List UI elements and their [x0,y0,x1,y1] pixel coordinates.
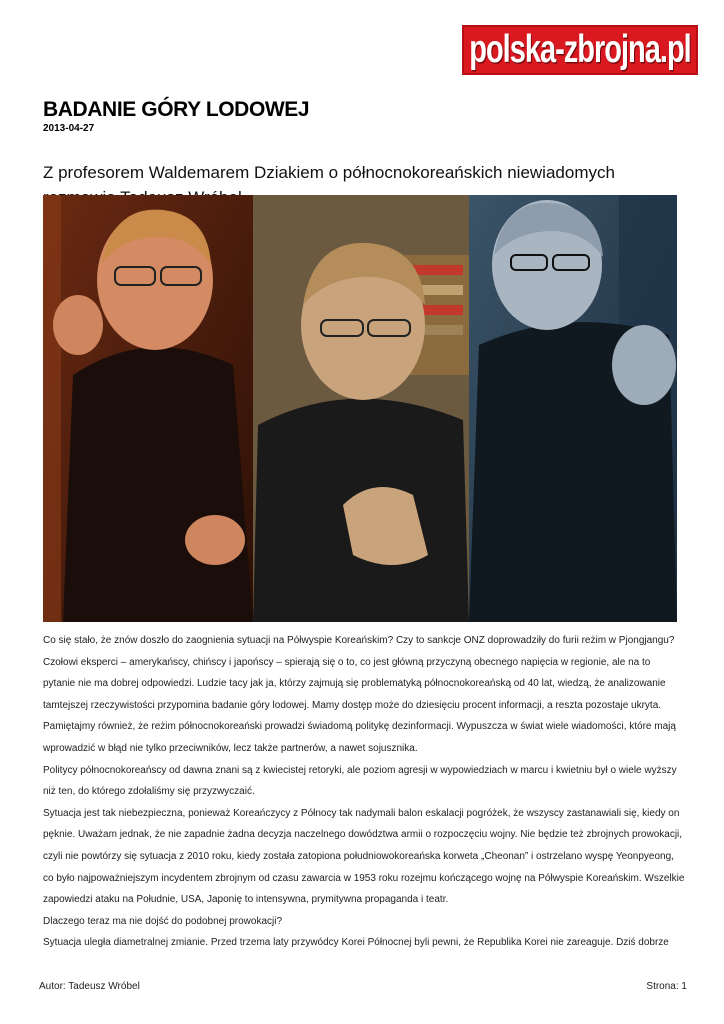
paragraph-question-1: Co się stało, że znów doszło do zaognienia sytuacji na Półwyspie Koreańskim? Czy to sankcje ONZ doprowadziły do furii reżim w Pjongjangu? [43,635,675,646]
photo-panel-cool [469,195,677,622]
paragraph-question-2: Dlaczego teraz ma nie dojść do podobnej prowokacji? [43,915,283,927]
article-lead: Z profesorem Waldemarem Dziakiem o północnokoreańskich niewiadomych [43,163,615,182]
article-title: BADANIE GÓRY LODOWEJ [43,98,310,121]
logo-text: polska-zbrojna.pl [469,27,691,71]
paragraph-answer-2: Politycy północnokoreańscy od dawna znani są z kwiecistej retoryki, ale poziom agresji w wypowiedziach w marcu i kwietniu był o wiele wyższy niż ten, do którego zdołaliśmy się przyzwyczaić. [43,764,677,798]
photo-panel-neutral [253,195,469,622]
site-logo[interactable] [462,25,698,75]
paragraph-answer-4: Sytuacja uległa diametralnej zmianie. Przed trzema laty przywódcy Korei Północnej byli pewni, że Republika Korei nie zareaguje. Dziś dobrze [43,937,669,949]
article-photo-collage [43,195,677,622]
photo-panel-warm [43,195,253,622]
paragraph-answer-3: Sytuacja jest tak niebezpieczna, ponieważ Koreańczycy z Północy tak nadymali balon eskalacji pogróżek, że wszyscy zastanawiali się, kiedy on pęknie. Uważam jednak, że nie zapadnie żadna decyzja naczelnego dowództwa armii o rozpoczęciu wojny. Nie będzie też zbrojnych prowokacji, czyli nie powtórzy się sytuacja z 2010 roku, kiedy została zatopiona południowokoreańska korweta „Cheonan” i ostrzelano wyspę Yeonpyeong, co było najpoważniejszym incydentem zbrojnym od czasu zawarcia w 1953 roku rozejmu kończącego wojnę na Półwyspie Koreańskim. Wszelkie zapowiedzi ataku na Południe, USA, Japonię to intensywna, prymitywna propaganda i teatr. [43,807,685,906]
article-date: 2013-04-27 [43,123,95,134]
paragraph-answer-1: Czołowi eksperci – amerykańscy, chińscy i japońscy – spierają się o to, co jest główną przyczyną obecnego napięcia w regionie, ale na to pytanie nie ma dobrej odpowiedzi. Ludzie tacy jak ja, którzy zajmują się problematyką północnokoreańską od 40 lat, wiedzą, że analizowanie tamtejszej rzeczywistości przypomina badanie góry lodowej. Mamy dostęp może do dziesięciu procent informacji, a reszta pozostaje ukryta. Pamiętajmy również, że reżim północnokoreański prowadzi świadomą politykę dezinformacji. Wypuszcza w świat wiele wiadomości, które mają wprowadzić w błąd nie tylko przeciwników, lecz także partnerów, a nawet sojusznika. [43,656,676,754]
footer-author: Autor: Tadeusz Wróbel [39,981,140,992]
article-body [43,630,685,954]
footer-page-number: Strona: 1 [646,981,687,992]
